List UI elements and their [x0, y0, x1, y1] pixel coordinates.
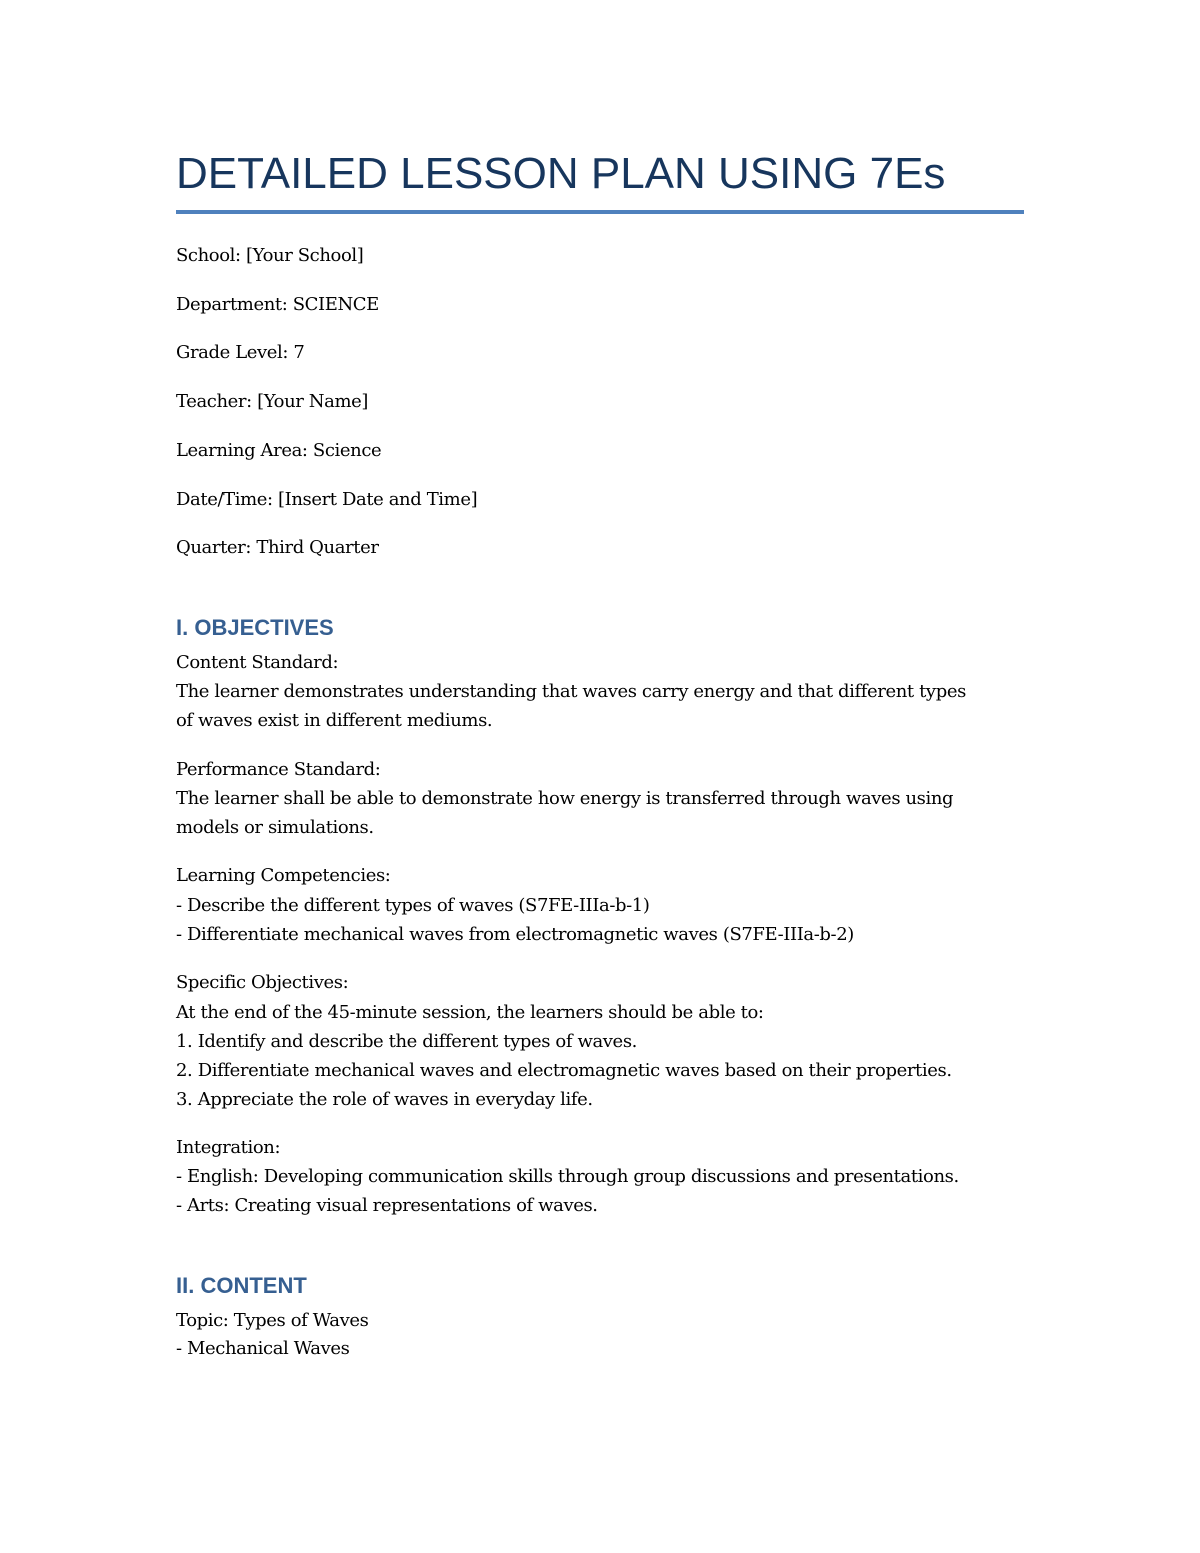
- content-standard-line: of waves exist in different mediums.: [176, 710, 493, 731]
- grade-level-field: Grade Level: 7: [176, 342, 305, 363]
- school-field: School: [Your School]: [176, 245, 364, 266]
- performance-standard-line: The learner shall be able to demonstrate how energy is transferred through waves using: [176, 788, 954, 809]
- quarter-field: Quarter: Third Quarter: [176, 537, 379, 558]
- performance-standard-line: models or simulations.: [176, 817, 374, 838]
- integration-item: - English: Developing communication skills through group discussions and presentations.: [176, 1166, 959, 1187]
- specific-objectives-label: Specific Objectives:: [176, 972, 349, 993]
- objectives-heading: I. OBJECTIVES: [176, 615, 334, 640]
- specific-objectives-intro: At the end of the 45-minute session, the learners should be able to:: [176, 1002, 764, 1023]
- learning-competencies-label: Learning Competencies:: [176, 865, 391, 886]
- competency-item: - Differentiate mechanical waves from electromagnetic waves (S7FE-IIIa-b-2): [176, 924, 854, 945]
- competency-item: - Describe the different types of waves (S7FE-IIIa-b-1): [176, 895, 650, 916]
- date-time-field: Date/Time: [Insert Date and Time]: [176, 489, 478, 510]
- topic-line: Topic: Types of Waves: [176, 1310, 369, 1331]
- department-field: Department: SCIENCE: [176, 294, 379, 315]
- content-standard-line: The learner demonstrates understanding that waves carry energy and that different types: [176, 681, 966, 702]
- specific-objective-item: 2. Differentiate mechanical waves and electromagnetic waves based on their properties.: [176, 1060, 952, 1081]
- teacher-field: Teacher: [Your Name]: [176, 391, 369, 412]
- integration-label: Integration:: [176, 1137, 281, 1158]
- specific-objective-item: 3. Appreciate the role of waves in everyday life.: [176, 1089, 593, 1110]
- learning-area-field: Learning Area: Science: [176, 440, 382, 461]
- specific-objective-item: 1. Identify and describe the different types of waves.: [176, 1031, 637, 1052]
- document-title: DETAILED LESSON PLAN USING 7Es: [176, 149, 946, 198]
- content-item: - Mechanical Waves: [176, 1338, 350, 1359]
- content-standard-label: Content Standard:: [176, 652, 339, 673]
- performance-standard-label: Performance Standard:: [176, 759, 381, 780]
- content-heading: II. CONTENT: [176, 1273, 307, 1298]
- title-underline-rule: [176, 210, 1024, 214]
- integration-item: - Arts: Creating visual representations of waves.: [176, 1195, 598, 1216]
